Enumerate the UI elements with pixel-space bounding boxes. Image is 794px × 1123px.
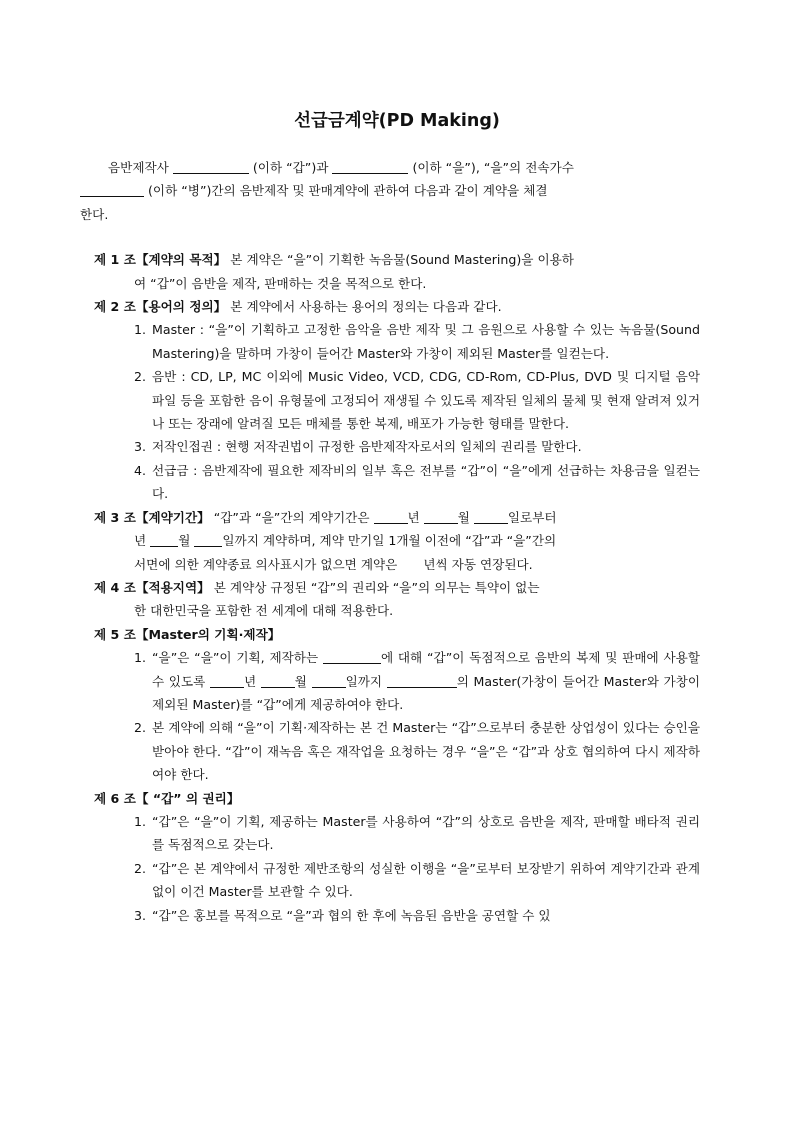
item-text: “갑”은 본 계약에서 규정한 제반조항의 성실한 이행을 “을”로부터 보장받기 위하여 계약기간과 관계없이 이건 Master를 보관할 수 있다. — [152, 860, 700, 900]
item-number: 1. — [134, 813, 147, 829]
item-text-c: 복제 및 판매에 사용할 수 있도록 — [152, 650, 700, 689]
blank-master-title[interactable] — [323, 649, 381, 664]
month-label: 월 — [178, 533, 191, 549]
list-item — [94, 459, 700, 506]
article-4-line-2: 한 대한민국을 포함한 전 세계에 대해 적용한다. — [134, 603, 394, 619]
item-number: 2. — [134, 720, 147, 736]
contract-page — [80, 108, 700, 927]
year-label: 년 — [134, 533, 147, 549]
article-1-heading: 제 1 조【계약의 목적】 — [94, 252, 227, 268]
blank-start-day[interactable] — [474, 509, 508, 524]
list-item — [94, 857, 700, 904]
article-2-line-1: 본 계약에서 사용하는 용어의 정의는 다음과 같다. — [230, 299, 502, 315]
month-label: 월 — [294, 673, 307, 689]
intro-text-1: 음반제작사 — [108, 160, 169, 175]
list-item — [94, 810, 700, 857]
intro-text-3: (이하 “을”), “을”의 전속가수 — [412, 160, 574, 175]
blank-delivery-day[interactable] — [312, 673, 346, 688]
list-item — [94, 646, 700, 716]
year-label: 년 — [243, 673, 257, 689]
article-3-line-3b: 년씩 자동 연장된다. — [423, 556, 533, 572]
article-5 — [94, 623, 700, 787]
article-6-heading: 제 6 조【 “갑” 의 권리】 — [94, 790, 240, 806]
intro-paragraph — [80, 156, 700, 226]
item-text-a: “을”은 “을”이 기획, 제작하는 — [152, 650, 319, 666]
article-5-heading: 제 5 조【Master의 기획·제작】 — [94, 626, 281, 642]
list-item — [94, 318, 700, 365]
article-2 — [94, 295, 700, 506]
item-text: “갑”은 “을”이 기획, 제공하는 Master를 사용하여 “갑”의 상호로 음반을 제작, 판매할 배타적 권리를 독점적으로 갖는다. — [152, 813, 700, 853]
item-text: Master : “을”이 기획하고 고정한 음악을 음반 제작 및 그 음원으로 사용할 수 있는 녹음물(Sound Mastering)을 말하며 가창이 들어간 Master와 가창이 제외된 Master를 일컫는다. — [152, 322, 700, 361]
document-title: 선급금계약(PD Making) — [294, 111, 500, 131]
item-number: 3. — [134, 907, 147, 923]
blank-start-month[interactable] — [424, 509, 458, 524]
list-item — [94, 365, 700, 435]
article-3-text-g: 일까지 계약하며, 계약 만기일 1개월 이전에 “갑”과 “을”간의 — [222, 533, 557, 549]
item-number: 4. — [134, 462, 147, 478]
article-4 — [94, 576, 700, 623]
item-number: 3. — [134, 439, 147, 455]
item-text: 음반 : CD, LP, MC 이외에 Music Video, VCD, CDG, CD-Rom, CD-Plus, DVD 및 디지털 음악 파일 등을 포함한 음이 유형물에 고정되어 재생될 수 있도록 제작된 일체의 물체 및 현재 알려져 있거나 또는 장래에 알려질 모든 매체를 통한 복제, 배포가 가능한 형태를 말한다. — [152, 369, 700, 432]
article-4-heading: 제 4 조【적용지역】 — [94, 579, 210, 595]
blank-company-name[interactable] — [173, 159, 249, 174]
article-1-line-2: 여 “갑”이 음반을 제작, 판매하는 것을 목적으로 한다. — [134, 275, 427, 291]
item-text: 선급금 : 음반제작에 필요한 제작비의 일부 혹은 전부를 “갑”이 “을”에게 선급하는 차용금을 일컫는다. — [152, 462, 700, 502]
intro-text-5: 한다. — [80, 206, 109, 222]
blank-start-year[interactable] — [374, 509, 408, 524]
article-3-line-3: 서면에 의한 계약종료 의사표시가 없으면 계약은 — [134, 556, 398, 572]
blank-delivery-year[interactable] — [210, 673, 244, 688]
article-2-heading: 제 2 조【용어의 정의】 — [94, 299, 227, 315]
article-4-line-1: 본 계약상 규정된 “갑”의 권리와 “을”의 의무는 특약이 없는 — [213, 579, 540, 595]
blank-second-party[interactable] — [332, 159, 408, 174]
blank-delivery-month[interactable] — [261, 673, 295, 688]
list-item — [94, 435, 700, 458]
item-number: 2. — [134, 369, 147, 385]
item-number: 1. — [134, 322, 147, 338]
blank-end-month[interactable] — [150, 532, 178, 547]
intro-text-2: (이하 “갑”)과 — [252, 160, 329, 175]
item-text-b: 에 대해 “갑”이 독점적으로 음반의 — [380, 650, 572, 666]
intro-text-4: (이하 “병”)간의 음반제작 및 판매계약에 관하여 다음과 같이 계약을 체결 — [148, 183, 548, 199]
article-1 — [94, 248, 700, 295]
item-number: 2. — [134, 860, 147, 876]
article-3-heading: 제 3 조【계약기간】 — [94, 509, 210, 525]
item-text-h: Master(가창이 들어간 Master와 가창이 제외된 Master)를 “갑”에게 제공하여야 한다. — [152, 673, 700, 712]
blank-artist-name[interactable] — [80, 182, 144, 197]
article-6 — [94, 787, 700, 927]
article-3-text-a: “갑”과 “을”간의 계약기간은 — [213, 509, 370, 525]
item-text — [152, 646, 700, 716]
item-text-f: 일까지 — [345, 673, 383, 689]
day-label: 일로부터 — [507, 509, 557, 525]
month-label: 월 — [457, 509, 470, 525]
item-number: 1. — [134, 650, 147, 666]
blank-master-count[interactable] — [387, 673, 457, 688]
year-label: 년 — [407, 509, 420, 525]
item-text-g: 의 — [456, 673, 469, 689]
item-text: “갑”은 홍보를 목적으로 “을”과 협의 한 후에 녹음된 음반을 공연할 수 있 — [152, 907, 551, 923]
list-item — [94, 716, 700, 786]
list-item — [94, 904, 700, 927]
article-3 — [94, 506, 700, 576]
article-1-line-1: 본 계약은 “을”이 기획한 녹음물(Sound Mastering)을 이용하 — [230, 252, 574, 268]
item-text: 저작인접권 : 현행 저작권법이 규정한 음반제작자로서의 일체의 권리를 말한다. — [152, 439, 582, 455]
blank-end-day[interactable] — [194, 532, 222, 547]
item-text: 본 계약에 의해 “을”이 기획·제작하는 본 건 Master는 “갑”으로부터 충분한 상업성이 있다는 승인을 받아야 한다. “갑”이 재녹음 혹은 재작업을 요청하는 경우 “을”은 “갑”과 상호 협의하여 다시 제작하여야 한다. — [152, 720, 700, 783]
